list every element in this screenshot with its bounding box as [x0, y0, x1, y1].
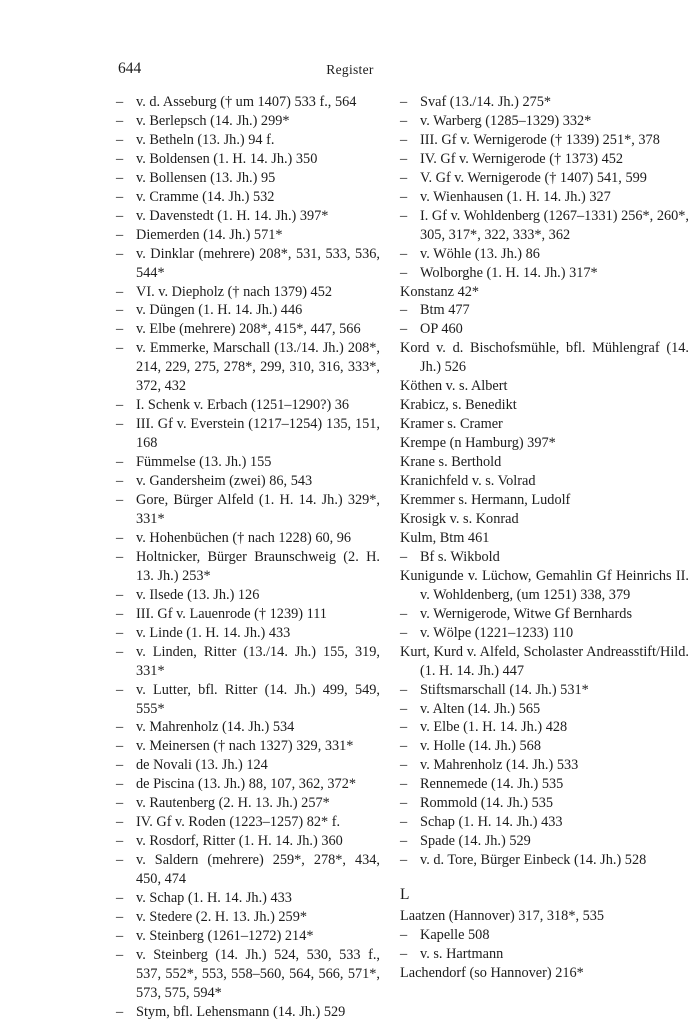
index-subentry [116, 851, 380, 889]
subentry-dash: – [116, 321, 124, 338]
subentry-dash: – [116, 548, 124, 565]
subentry-dash: – [116, 833, 124, 850]
index-subentry [400, 681, 689, 700]
index-subentry [400, 624, 689, 643]
index-subentry [116, 908, 380, 927]
index-subentry [400, 150, 689, 169]
entry-text: v. d. Tore, Bürger Einbeck (14. Jh.) 528 [420, 852, 647, 869]
subentry-dash: – [400, 245, 408, 262]
subentry-dash: – [400, 131, 408, 148]
subentry-dash: – [400, 302, 408, 319]
index-subentry [116, 131, 380, 150]
entry-text: v. Saldern (mehrere) 259*, 278*, 434, 450, 474 [136, 852, 380, 888]
index-subentry [116, 737, 380, 756]
index-subentry [116, 320, 380, 339]
entry-text: v. Wernigerode, Witwe Gf Bernhards [420, 605, 633, 622]
entry-text: IV. Gf v. Wernigerode († 1373) 452 [420, 150, 624, 167]
entry-text: v. Wienhausen (1. H. 14. Jh.) 327 [420, 188, 611, 205]
index-subentry [400, 207, 689, 245]
entry-text: IV. Gf v. Roden (1223–1257) 82* f. [136, 814, 341, 831]
subentry-dash: – [116, 112, 124, 129]
index-subentry [400, 737, 689, 756]
entry-text: V. Gf v. Wernigerode († 1407) 541, 599 [420, 169, 647, 186]
subentry-dash: – [116, 795, 124, 812]
subentry-dash: – [116, 454, 124, 471]
subentry-dash: – [116, 927, 124, 944]
entry-text: de Novali (13. Jh.) 124 [136, 757, 268, 774]
entry-text: Stym, bfl. Lehensmann (14. Jh.) 529 [136, 1003, 346, 1020]
entry-text: L [400, 886, 410, 904]
subentry-dash: – [116, 473, 124, 490]
entry-text: Spade (14. Jh.) 529 [420, 833, 531, 850]
index-entry [400, 472, 689, 491]
index-subentry [116, 207, 380, 226]
subentry-dash: – [400, 814, 408, 831]
subentry-dash: – [116, 605, 124, 622]
subentry-dash: – [400, 321, 408, 338]
index-subentry [116, 586, 380, 605]
entry-text: Holtnicker, Bürger Braunschweig (2. H. 13. Jh.) 253* [136, 548, 380, 584]
subentry-dash: – [400, 264, 408, 281]
entry-text: I. Gf v. Wohldenberg (1267–1331) 256*, 260*, 305, 317*, 322, 333*, 362 [420, 207, 690, 243]
entry-text: Rommold (14. Jh.) 535 [420, 795, 554, 812]
index-subentry [116, 93, 380, 112]
index-subentry [116, 245, 380, 283]
subentry-dash: – [116, 757, 124, 774]
entry-text: Svaf (13./14. Jh.) 275* [420, 94, 552, 110]
index-subentry [116, 169, 380, 188]
index-entry [400, 643, 689, 681]
subentry-dash: – [116, 492, 124, 509]
index-entry [400, 491, 689, 510]
entry-text: Krabicz, s. Benedikt [400, 397, 517, 414]
entry-text: III. Gf v. Wernigerode († 1339) 251*, 378 [420, 131, 660, 148]
index-subentry [116, 529, 380, 548]
index-subentry [116, 832, 380, 851]
entry-text: v. Wölpe (1221–1233) 110 [420, 624, 574, 641]
index-entry [400, 510, 689, 529]
index-subentry [116, 472, 380, 491]
entry-text: v. d. Asseburg († um 1407) 533 f., 564 [136, 94, 357, 110]
index-entry [400, 567, 689, 605]
subentry-dash: – [116, 188, 124, 205]
subentry-dash: – [400, 112, 408, 129]
page-number: 644 [118, 60, 142, 77]
entry-text: v. Meinersen († nach 1327) 329, 331* [136, 738, 354, 755]
index-subentry [116, 301, 380, 320]
entry-text: v. Stedere (2. H. 13. Jh.) 259* [136, 908, 308, 925]
entry-text: v. Schap (1. H. 14. Jh.) 433 [136, 890, 292, 907]
index-subentry [116, 643, 380, 681]
running-head: Register [326, 62, 374, 77]
index-subentry [116, 718, 380, 737]
index-subentry [400, 264, 689, 283]
entry-text: de Piscina (13. Jh.) 88, 107, 362, 372* [136, 776, 356, 793]
subentry-dash: – [116, 1003, 124, 1020]
index-entry [400, 283, 689, 302]
subentry-dash: – [400, 150, 408, 167]
index-subentry [116, 756, 380, 775]
subentry-dash: – [400, 624, 408, 641]
entry-text: v. Linde (1. H. 14. Jh.) 433 [136, 624, 291, 641]
entry-text: Btm 477 [420, 302, 470, 319]
subentry-dash: – [400, 795, 408, 812]
index-entry [400, 396, 689, 415]
index-subentry [116, 927, 380, 946]
entry-text: Kunigunde v. Lüchow, Gemahlin Gf Heinrichs II. v. Wohldenberg, (um 1251) 338, 379 [400, 567, 689, 603]
subentry-dash: – [400, 605, 408, 622]
entry-text: v. Davenstedt (1. H. 14. Jh.) 397* [136, 207, 329, 224]
entry-text: v. Hohenbüchen († nach 1228) 60, 96 [136, 529, 352, 546]
subentry-dash: – [116, 245, 124, 262]
index-subentry [400, 245, 689, 264]
subentry-dash: – [116, 719, 124, 736]
subentry-dash: – [116, 890, 124, 907]
subentry-dash: – [116, 131, 124, 148]
section-letter [400, 886, 689, 905]
entry-text: Wolborghe (1. H. 14. Jh.) 317* [420, 264, 598, 281]
subentry-dash: – [116, 226, 124, 243]
entry-text: v. s. Hartmann [420, 945, 504, 962]
index-entry [400, 434, 689, 453]
subentry-dash: – [116, 340, 124, 357]
subentry-dash: – [400, 548, 408, 565]
index-subentry [400, 112, 689, 131]
index-subentry [400, 93, 689, 112]
index-subentry [400, 700, 689, 719]
index-subentry [116, 775, 380, 794]
index-subentry [116, 889, 380, 908]
index-column-left [116, 93, 380, 1022]
subentry-dash: – [116, 643, 124, 660]
subentry-dash: – [400, 681, 408, 698]
entry-text: Laatzen (Hannover) 317, 318*, 535 [400, 908, 605, 925]
entry-text: III. Gf v. Lauenrode († 1239) 111 [136, 605, 327, 622]
subentry-dash: – [400, 926, 408, 943]
index-subentry [400, 131, 689, 150]
subentry-dash: – [116, 94, 124, 110]
entry-text: Kapelle 508 [420, 926, 490, 943]
entry-text: Diemerden (14. Jh.) 571* [136, 226, 283, 243]
index-subentry [400, 301, 689, 320]
entry-text: VI. v. Diepholz († nach 1379) 452 [136, 283, 333, 300]
entry-text: v. Alten (14. Jh.) 565 [420, 700, 541, 717]
index-subentry [116, 624, 380, 643]
index-subentry [116, 415, 380, 453]
entry-text: Lachendorf (so Hannover) 216* [400, 964, 584, 981]
entry-text: v. Rosdorf, Ritter (1. H. 14. Jh.) 360 [136, 833, 343, 850]
index-subentry [116, 946, 380, 1003]
entry-text: Fümmelse (13. Jh.) 155 [136, 454, 272, 471]
index-subentry [116, 188, 380, 207]
subentry-dash: – [116, 169, 124, 186]
subentry-dash: – [400, 945, 408, 962]
entry-text: v. Warberg (1285–1329) 332* [420, 112, 592, 129]
entry-text: v. Dinklar (mehrere) 208*, 531, 533, 536, 544* [136, 245, 380, 281]
entry-text: Kord v. d. Bischofsmühle, bfl. Mühlengraf (14. Jh.) 526 [400, 340, 689, 376]
subentry-dash: – [116, 852, 124, 869]
subentry-dash: – [116, 283, 124, 300]
index-subentry [400, 945, 689, 964]
index-entry [400, 529, 689, 548]
index-subentry [116, 150, 380, 169]
index-entry [400, 907, 689, 926]
entry-text: III. Gf v. Everstein (1217–1254) 135, 151, 168 [136, 416, 380, 452]
index-subentry [400, 756, 689, 775]
entry-text: v. Ilsede (13. Jh.) 126 [136, 586, 260, 603]
entry-text: v. Bollensen (13. Jh.) 95 [136, 169, 276, 186]
entry-text: v. Elbe (mehrere) 208*, 415*, 447, 566 [136, 321, 361, 338]
subentry-dash: – [116, 416, 124, 433]
index-subentry [116, 112, 380, 131]
entry-text: v. Steinberg (1261–1272) 214* [136, 927, 314, 944]
index-subentry [116, 226, 380, 245]
subentry-dash: – [400, 207, 408, 224]
index-subentry [116, 813, 380, 832]
index-subentry [400, 548, 689, 567]
entry-text: v. Cramme (14. Jh.) 532 [136, 188, 275, 205]
entry-text: Krane s. Berthold [400, 454, 502, 471]
entry-text: Köthen v. s. Albert [400, 378, 508, 395]
subentry-dash: – [116, 946, 124, 963]
index-subentry [116, 491, 380, 529]
subentry-dash: – [116, 397, 124, 414]
subentry-dash: – [116, 681, 124, 698]
entry-text: v. Wöhle (13. Jh.) 86 [420, 245, 540, 262]
subentry-dash: – [400, 738, 408, 755]
entry-text: v. Elbe (1. H. 14. Jh.) 428 [420, 719, 568, 736]
index-subentry [116, 283, 380, 302]
index-entry [400, 377, 689, 396]
index-subentry [400, 718, 689, 737]
subentry-dash: – [400, 852, 408, 869]
index-column-right [400, 93, 689, 983]
entry-text: v. Gandersheim (zwei) 86, 543 [136, 473, 313, 490]
index-subentry [400, 775, 689, 794]
subentry-dash: – [400, 169, 408, 186]
index-subentry [400, 813, 689, 832]
entry-text: Konstanz 42* [400, 283, 480, 300]
subentry-dash: – [116, 776, 124, 793]
subentry-dash: – [400, 833, 408, 850]
subentry-dash: – [116, 150, 124, 167]
entry-text: v. Lutter, bfl. Ritter (14. Jh.) 499, 549, 555* [136, 681, 380, 717]
subentry-dash: – [116, 814, 124, 831]
index-entry [400, 453, 689, 472]
entry-text: Bf s. Wikbold [420, 548, 500, 565]
entry-text: I. Schenk v. Erbach (1251–1290?) 36 [136, 397, 350, 414]
subentry-dash: – [400, 776, 408, 793]
entry-text: Kurt, Kurd v. Alfeld, Scholaster Andreasstift/Hild. (1. H. 14. Jh.) 447 [400, 643, 689, 679]
subentry-dash: – [116, 586, 124, 603]
index-subentry [400, 605, 689, 624]
entry-text: v. Linden, Ritter (13./14. Jh.) 155, 319, 331* [136, 643, 380, 679]
entry-text: v. Boldensen (1. H. 14. Jh.) 350 [136, 150, 318, 167]
entry-text: Krosigk v. s. Konrad [400, 510, 519, 527]
index-subentry [116, 548, 380, 586]
index-entry [400, 415, 689, 434]
subentry-dash: – [116, 624, 124, 641]
subentry-dash: – [116, 207, 124, 224]
entry-text: Rennemede (14. Jh.) 535 [420, 776, 564, 793]
entry-text: v. Mahrenholz (14. Jh.) 534 [136, 719, 295, 736]
index-subentry [400, 320, 689, 339]
entry-text: v. Holle (14. Jh.) 568 [420, 738, 541, 755]
entry-text: v. Emmerke, Marschall (13./14. Jh.) 208*, 214, 229, 275, 278*, 299, 310, 316, 333*, 372, 432 [136, 340, 380, 395]
subentry-dash: – [116, 738, 124, 755]
index-subentry [400, 169, 689, 188]
index-subentry [116, 681, 380, 719]
index-subentry [400, 926, 689, 945]
entry-text: Krempe (n Hamburg) 397* [400, 435, 556, 452]
index-subentry [116, 1003, 380, 1022]
entry-text: v. Steinberg (14. Jh.) 524, 530, 533 f., 537, 552*, 553, 558–560, 564, 566, 571*, 573, 575, 594* [136, 946, 380, 1001]
subentry-dash: – [400, 188, 408, 205]
subentry-dash: – [400, 719, 408, 736]
subentry-dash: – [400, 94, 408, 110]
index-subentry [116, 453, 380, 472]
subentry-dash: – [400, 700, 408, 717]
entry-text: Schap (1. H. 14. Jh.) 433 [420, 814, 563, 831]
entry-text: v. Berlepsch (14. Jh.) 299* [136, 112, 290, 129]
entry-text: OP 460 [420, 321, 463, 338]
entry-text: Stiftsmarschall (14. Jh.) 531* [420, 681, 589, 698]
index-subentry [400, 851, 689, 870]
index-subentry [400, 188, 689, 207]
entry-text: Kulm, Btm 461 [400, 529, 490, 546]
subentry-dash: – [116, 302, 124, 319]
index-subentry [116, 396, 380, 415]
index-subentry [116, 605, 380, 624]
entry-text: v. Mahrenholz (14. Jh.) 533 [420, 757, 579, 774]
subentry-dash: – [116, 529, 124, 546]
subentry-dash: – [116, 908, 124, 925]
index-subentry [116, 794, 380, 813]
index-subentry [400, 832, 689, 851]
subentry-dash: – [400, 757, 408, 774]
entry-text: Kranichfeld v. s. Volrad [400, 473, 536, 490]
index-entry [400, 339, 689, 377]
entry-text: Kramer s. Cramer [400, 416, 503, 433]
entry-text: v. Rautenberg (2. H. 13. Jh.) 257* [136, 795, 330, 812]
index-entry [400, 964, 689, 983]
index-subentry [400, 794, 689, 813]
entry-text: v. Betheln (13. Jh.) 94 f. [136, 131, 275, 148]
entry-text: v. Düngen (1. H. 14. Jh.) 446 [136, 302, 303, 319]
entry-text: Gore, Bürger Alfeld (1. H. 14. Jh.) 329*, 331* [136, 492, 380, 527]
entry-text: Kremmer s. Hermann, Ludolf [400, 492, 571, 509]
index-subentry [116, 339, 380, 396]
